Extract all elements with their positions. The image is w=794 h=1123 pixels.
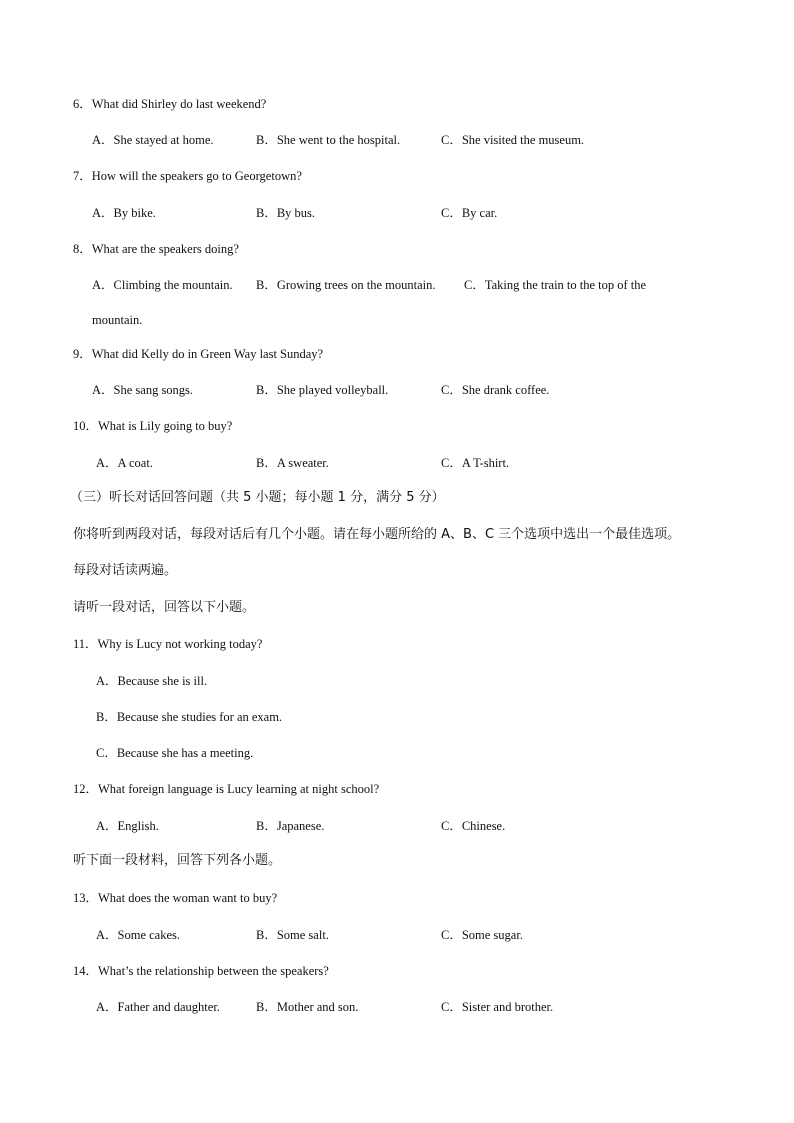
option-a: A．By bike.	[92, 206, 156, 220]
option-a: A．Because she is ill.	[96, 674, 208, 688]
option-b: B．Because she studies for an exam.	[96, 710, 283, 724]
question-text: 12．What foreign language is Lucy learning at night school?	[73, 782, 380, 796]
option-c: C．Some sugar.	[441, 928, 523, 942]
option-c: C．Because she has a meeting.	[96, 746, 254, 760]
option-c: C．Chinese.	[441, 819, 506, 833]
option-c: C．She visited the museum.	[441, 133, 585, 147]
question-text: 6．What did Shirley do last weekend?	[73, 97, 267, 111]
option-c-continued: mountain.	[92, 313, 143, 327]
option-c: C．She drank coffee.	[441, 383, 550, 397]
option-b: B．She went to the hospital.	[256, 133, 401, 147]
option-c: C．A T-shirt.	[441, 456, 510, 470]
option-c: C．Sister and brother.	[441, 1000, 554, 1014]
option-c: C．Taking the train to the top of the	[464, 278, 647, 292]
question-text: 14．What’s the relationship between the speakers?	[73, 964, 329, 978]
section-heading: （三）听长对话回答问题（共 5 小题；每小题 1 分，满分 5 分）	[70, 490, 445, 505]
question-text: 8．What are the speakers doing?	[73, 242, 239, 256]
option-b: B．By bus.	[256, 206, 316, 220]
question-text: 10．What is Lily going to buy?	[73, 419, 233, 433]
material-intro: 听下面一段材料，回答下列各小题。	[73, 853, 282, 868]
question-text: 11．Why is Lucy not working today?	[73, 637, 263, 651]
option-b: B．Japanese.	[256, 819, 325, 833]
option-b: B．Mother and son.	[256, 1000, 359, 1014]
question-text: 9．What did Kelly do in Green Way last Sunday?	[73, 347, 324, 361]
option-b: B．A sweater.	[256, 456, 329, 470]
dialogue-intro: 请听一段对话，回答以下小题。	[73, 600, 256, 615]
instructions-continued: 每段对话读两遍。	[73, 563, 178, 578]
instructions: 你将听到两段对话，每段对话后有几个小题。请在每小题所给的 A、B、C 三个选项中选出一个最佳选项。	[73, 527, 681, 542]
option-a: A．She sang songs.	[92, 383, 194, 397]
question-text: 7．How will the speakers go to Georgetown?	[73, 169, 302, 183]
option-a: A．She stayed at home.	[92, 133, 214, 147]
option-a: A．Climbing the mountain.	[92, 278, 233, 292]
option-a: A．Father and daughter.	[96, 1000, 220, 1014]
option-b: B．She played volleyball.	[256, 383, 389, 397]
option-a: A．Some cakes.	[96, 928, 181, 942]
option-c: C．By car.	[441, 206, 498, 220]
option-a: A．A coat.	[96, 456, 153, 470]
option-a: A．English.	[96, 819, 159, 833]
question-text: 13．What does the woman want to buy?	[73, 891, 278, 905]
option-b: B．Some salt.	[256, 928, 329, 942]
option-b: B．Growing trees on the mountain.	[256, 278, 436, 292]
